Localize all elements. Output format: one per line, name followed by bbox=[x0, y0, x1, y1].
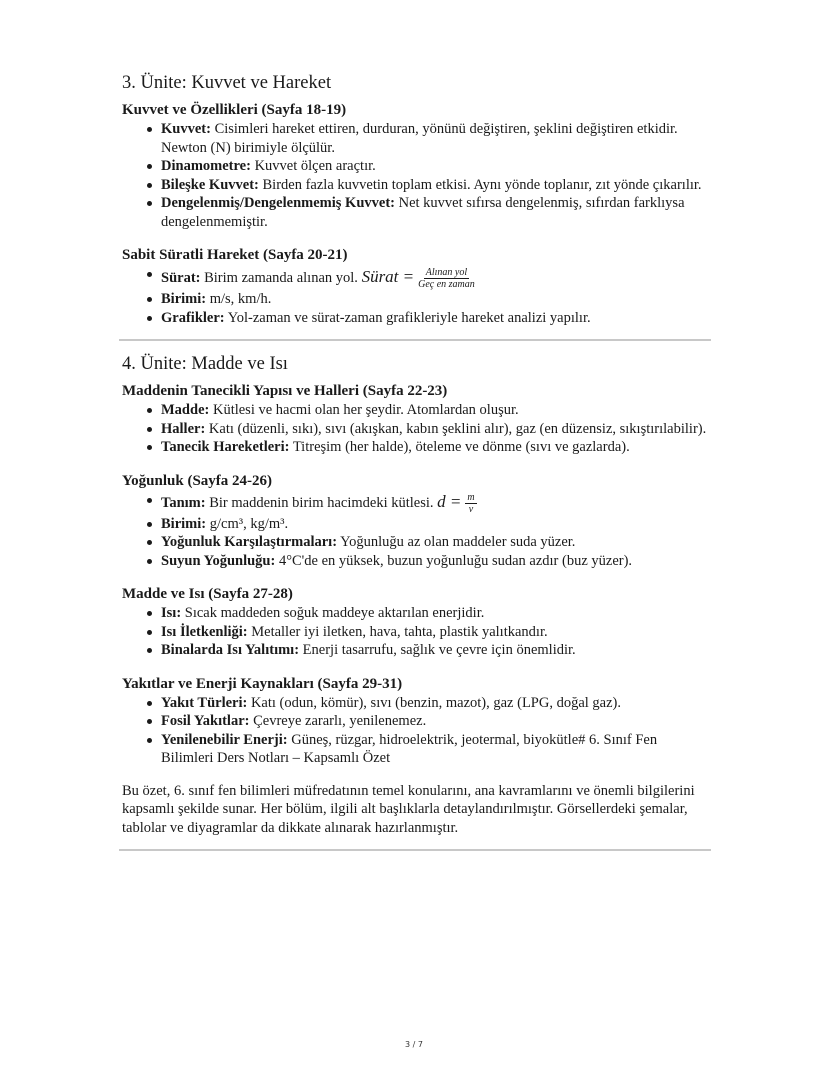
bullet-list bbox=[122, 120, 710, 231]
item-label: Bileşke Kuvvet: bbox=[161, 176, 259, 193]
list-item bbox=[161, 731, 710, 768]
list-item bbox=[161, 176, 710, 195]
item-text: Katı (odun, kömür), sıvı (benzin, mazot), gaz (LPG, doğal gaz). bbox=[247, 694, 622, 711]
list-item bbox=[161, 694, 710, 713]
item-label: Isı: bbox=[161, 605, 182, 622]
item-text: m/s, km/h. bbox=[206, 291, 272, 308]
item-text: Enerji tasarrufu, sağlık ve çevre için önemlidir. bbox=[299, 642, 576, 659]
item-text: Birden fazla kuvvetin toplam etkisi. Aynı yönde toplanır, zıt yönde çıkarılır. bbox=[258, 176, 702, 193]
item-text: Yol-zaman ve sürat-zaman grafikleriyle hareket analizi yapılır. bbox=[224, 309, 591, 326]
list-item bbox=[161, 401, 710, 420]
list-item bbox=[161, 491, 710, 515]
bullet-list bbox=[122, 604, 710, 660]
list-item bbox=[161, 515, 710, 534]
item-text: Net kuvvet sıfırsa dengelenmiş, sıfırdan farklıysa dengelenmemiştir. bbox=[161, 195, 685, 230]
item-label: Madde: bbox=[161, 402, 210, 419]
divider bbox=[119, 849, 711, 851]
list-item bbox=[161, 604, 710, 623]
item-label: Grafikler: bbox=[161, 309, 225, 326]
item-text: Yoğunluğu az olan maddeler suda yüzer. bbox=[337, 534, 576, 551]
list-item bbox=[161, 420, 710, 439]
list-item bbox=[161, 533, 710, 552]
item-label: Suyun Yoğunluğu: bbox=[161, 552, 276, 569]
list-item bbox=[161, 290, 710, 309]
item-label: Birimi: bbox=[161, 291, 207, 308]
bullet-list bbox=[122, 694, 710, 768]
item-label: Birimi: bbox=[161, 515, 207, 532]
formula-lhs: Sürat = bbox=[361, 267, 415, 286]
formula-lhs: d = bbox=[437, 491, 462, 511]
formula-numerator: m bbox=[467, 491, 475, 503]
summary-paragraph: Bu özet, 6. sınıf fen bilimleri müfredatının temel konularını, ana kavramlarını ve önemli bilgilerini kapsamlı şekilde sunar. Her bölüm, ilgili alt başlıklarla detaylandırılmıştır. Görsellerdeki şemalar, tablolar ve diyagramlar da dikkate alınarak hazırlanmıştır. bbox=[122, 782, 695, 836]
page-number: 3 / 7 bbox=[405, 1040, 423, 1049]
speed-formula bbox=[418, 267, 475, 290]
list-item bbox=[161, 194, 710, 231]
list-item bbox=[161, 552, 710, 571]
list-item bbox=[161, 623, 710, 642]
item-text: Cisimleri hareket ettiren, durduran, yönünü değiştiren, şeklini değiştiren etkidir. Newton (N) birimiyle ölçülür. bbox=[161, 121, 678, 156]
formula-denominator: Geç en zaman bbox=[418, 279, 475, 291]
item-label: Binalarda Isı Yalıtımı: bbox=[161, 642, 300, 659]
section-title: Maddenin Tanecikli Yapısı ve Halleri (Sayfa 22-23) bbox=[122, 383, 448, 400]
section-title: Yakıtlar ve Enerji Kaynakları (Sayfa 29-31) bbox=[122, 675, 403, 692]
item-label: Isı İletkenliği: bbox=[161, 623, 248, 640]
item-label: Kuvvet: bbox=[161, 121, 211, 137]
item-text: Bir maddenin birim hacimdeki kütlesi. bbox=[205, 494, 438, 511]
item-text: Kuvvet ölçen araçtır. bbox=[250, 158, 376, 174]
bullet-list bbox=[122, 401, 710, 457]
item-label: Sürat: bbox=[161, 270, 201, 286]
item-text: Metaller iyi iletken, hava, tahta, plastik yalıtkandır. bbox=[247, 623, 548, 640]
item-label: Yoğunluk Karşılaştırmaları: bbox=[161, 534, 338, 551]
list-item bbox=[161, 438, 710, 457]
item-label: Tanecik Hareketleri: bbox=[161, 439, 290, 456]
item-text: Çevreye zararlı, yenilenemez. bbox=[249, 713, 427, 730]
item-label: Tanım: bbox=[161, 494, 206, 511]
item-text: Kütlesi ve hacmi olan her şeydir. Atomlardan oluşur. bbox=[209, 402, 519, 419]
formula-denominator: v bbox=[468, 503, 474, 515]
item-text: Güneş, rüzgar, hidroelektrik, jeotermal, biyokütle# 6. Sınıf Fen Bilimleri Ders Notları – Kapsamlı Özet bbox=[161, 731, 658, 767]
section-title: Madde ve Isı (Sayfa 27-28) bbox=[122, 586, 293, 603]
item-text: Titreşim (her halde), öteleme ve dönme (sıvı ve gazlarda). bbox=[289, 439, 630, 456]
unit-3-title: 3. Ünite: Kuvvet ve Hareket bbox=[122, 73, 332, 93]
item-label: Yenilenebilir Enerji: bbox=[161, 731, 288, 748]
list-item bbox=[161, 120, 710, 157]
item-text: 4°C'de en yüksek, buzun yoğunluğu sudan azdır (buz yüzer). bbox=[275, 552, 633, 569]
unit-4-title: 4. Ünite: Madde ve Isı bbox=[122, 354, 288, 375]
bullet-list bbox=[122, 265, 710, 327]
list-item bbox=[161, 309, 710, 328]
item-label: Dengelenmiş/Dengelenmemiş Kuvvet: bbox=[161, 195, 395, 211]
item-label: Haller: bbox=[161, 420, 206, 437]
formula-numerator: Alınan yol bbox=[425, 267, 468, 279]
list-item bbox=[161, 712, 710, 731]
item-text: Sıcak maddeden soğuk maddeye aktarılan enerjidir. bbox=[181, 605, 485, 622]
item-label: Yakıt Türleri: bbox=[161, 694, 248, 711]
item-text: Birim zamanda alınan yol. bbox=[200, 270, 362, 286]
item-label: Dinamometre: bbox=[161, 158, 251, 174]
item-label: Fosil Yakıtlar: bbox=[161, 713, 250, 730]
section-title: Kuvvet ve Özellikleri (Sayfa 18-19) bbox=[122, 102, 347, 118]
list-item bbox=[161, 265, 710, 290]
item-text: Katı (düzenli, sıkı), sıvı (akışkan, kabın şeklini alır), gaz (en düzensiz, sıkıştırılabilir). bbox=[205, 420, 707, 437]
section-title: Yoğunluk (Sayfa 24-26) bbox=[122, 472, 273, 489]
bullet-list bbox=[122, 491, 710, 571]
divider bbox=[119, 339, 711, 341]
list-item bbox=[161, 157, 710, 176]
list-item bbox=[161, 641, 710, 660]
density-formula bbox=[465, 492, 476, 515]
item-text: g/cm³, kg/m³. bbox=[206, 515, 289, 532]
section-title: Sabit Süratli Hareket (Sayfa 20-21) bbox=[122, 247, 348, 263]
document-page bbox=[122, 70, 710, 861]
